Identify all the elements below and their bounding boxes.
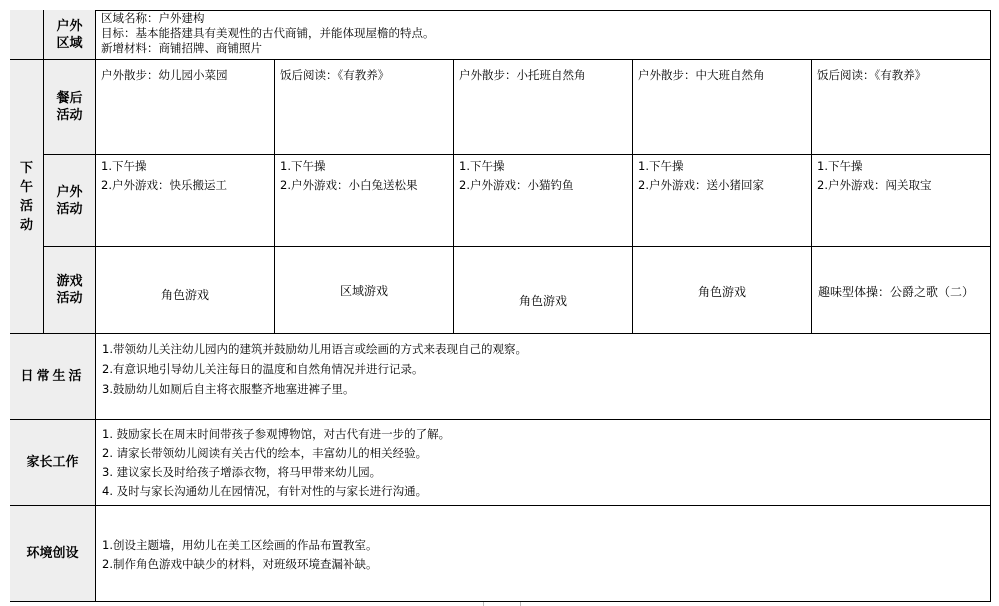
game-activity-mon: 角色游戏 <box>96 247 275 334</box>
after-meal-wed: 户外散步：小托班自然角 <box>454 60 633 155</box>
outdoor-activity-fri <box>812 155 991 247</box>
left-column-spacer <box>10 10 44 60</box>
parent-work-item-4: 4. 及时与家长沟通幼儿在园情况，有针对性的与家长进行沟通。 <box>102 484 428 498</box>
outdoor-activity-thu <box>633 155 812 247</box>
environment-item-2: 2.制作角色游戏中缺少的材料，对班级环境查漏补缺。 <box>102 557 378 571</box>
game-activity-wed: 角色游戏 <box>454 247 633 334</box>
area-name-line: 区域名称：户外建构 <box>101 11 205 25</box>
outdoor-area-details <box>96 10 991 60</box>
after-meal-mon: 户外散步：幼儿园小菜园 <box>96 60 275 155</box>
outdoor-area-header: 户外 区域 <box>44 10 96 60</box>
outdoor-activity-header: 户外 活动 <box>44 155 96 247</box>
daily-life-item-3: 3.鼓励幼儿如厕后自主将衣服整齐地塞进裤子里。 <box>102 382 355 396</box>
game-activity-tue: 区域游戏 <box>275 247 454 334</box>
game-activity-fri: 趣味型体操：公爵之歌（二） <box>812 247 991 334</box>
environment-item-1: 1.创设主题墙，用幼儿在美工区绘画的作品布置教室。 <box>102 538 378 552</box>
parent-work-header: 家长工作 <box>10 420 96 506</box>
parent-work-item-1: 1. 鼓励家长在周末时间带孩子参观博物馆，对古代有进一步的了解。 <box>102 427 451 441</box>
outdoor-activity-thu-line2: 2.户外游戏：送小猪回家 <box>638 178 764 192</box>
daily-life-content <box>96 334 991 420</box>
outdoor-activity-wed <box>454 155 633 247</box>
outdoor-activity-tue-line2: 2.户外游戏：小白兔送松果 <box>280 178 418 192</box>
outdoor-activity-fri-line2: 2.户外游戏：闯关取宝 <box>817 178 932 192</box>
daily-life-item-1: 1.带领幼儿关注幼儿园内的建筑并鼓励幼儿用语言或绘画的方式来表现自己的观察。 <box>102 342 527 356</box>
outdoor-activity-fri-line1: 1.下午操 <box>817 159 863 173</box>
parent-work-item-3: 3. 建议家长及时给孩子增添衣物，将马甲带来幼儿园。 <box>102 465 382 479</box>
environment-content <box>96 506 991 602</box>
after-meal-header: 餐后 活动 <box>44 60 96 155</box>
outdoor-activity-tue <box>275 155 454 247</box>
area-materials-line: 新增材料：商铺招牌、商铺照片 <box>101 41 262 55</box>
after-meal-fri: 饭后阅读：《有教养》 <box>812 60 991 155</box>
afternoon-activities-header: 下 午 活 动 <box>10 60 44 334</box>
outdoor-activity-tue-line1: 1.下午操 <box>280 159 326 173</box>
after-meal-thu: 户外散步：中大班自然角 <box>633 60 812 155</box>
page-resize-handle[interactable] <box>483 602 521 606</box>
area-goal-line: 目标：基本能搭建具有美观性的古代商铺，并能体现屋檐的特点。 <box>101 26 435 40</box>
outdoor-activity-mon-line2: 2.户外游戏：快乐搬运工 <box>101 178 227 192</box>
game-activity-header: 游戏 活动 <box>44 247 96 334</box>
environment-header: 环境创设 <box>10 506 96 602</box>
daily-life-header: 日常生活 <box>10 334 96 420</box>
outdoor-activity-thu-line1: 1.下午操 <box>638 159 684 173</box>
outdoor-activity-mon <box>96 155 275 247</box>
after-meal-tue: 饭后阅读：《有教养》 <box>275 60 454 155</box>
outdoor-activity-mon-line1: 1.下午操 <box>101 159 147 173</box>
daily-life-item-2: 2.有意识地引导幼儿关注每日的温度和自然角情况并进行记录。 <box>102 362 424 376</box>
parent-work-content <box>96 420 991 506</box>
outdoor-activity-wed-line1: 1.下午操 <box>459 159 505 173</box>
game-activity-thu: 角色游戏 <box>633 247 812 334</box>
outdoor-activity-wed-line2: 2.户外游戏：小猫钓鱼 <box>459 178 574 192</box>
parent-work-item-2: 2. 请家长带领幼儿阅读有关古代的绘本，丰富幼儿的相关经验。 <box>102 446 428 460</box>
